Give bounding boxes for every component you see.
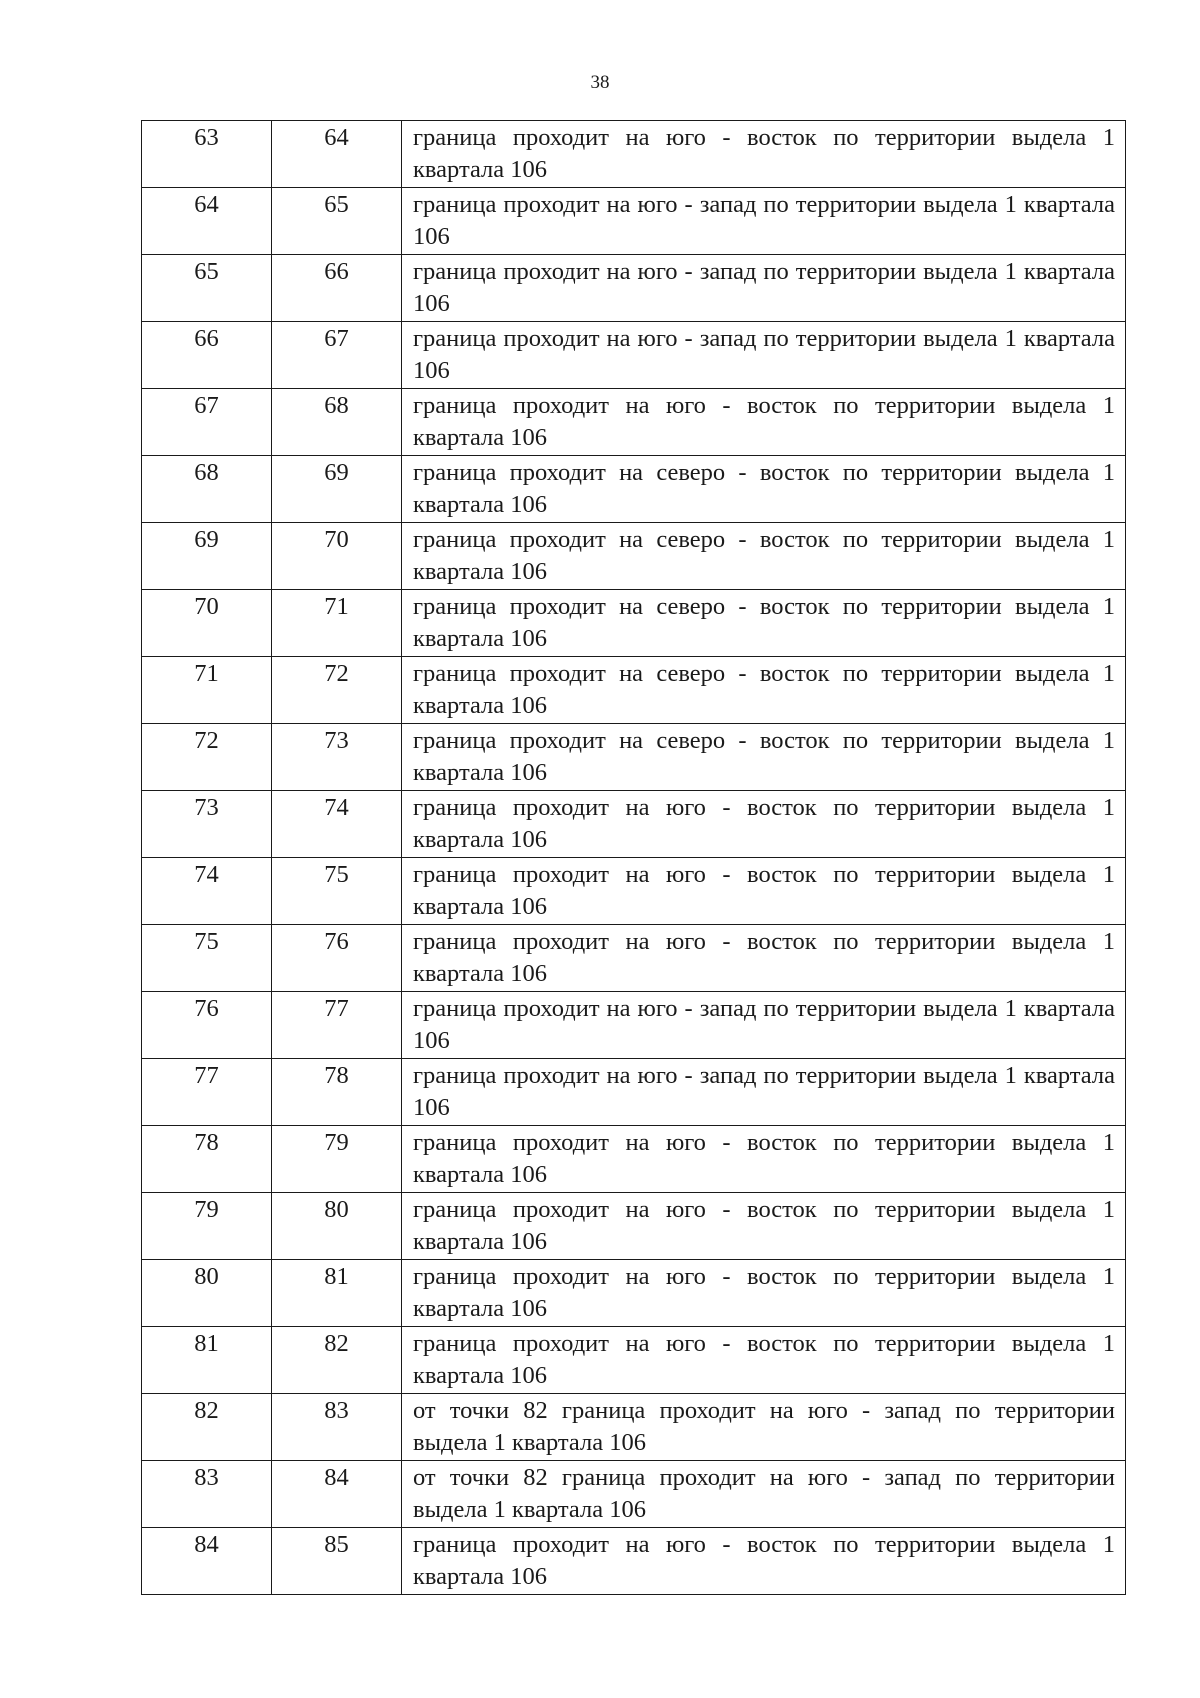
from-point-cell: 79 <box>142 1193 272 1260</box>
from-point-cell: 75 <box>142 925 272 992</box>
from-point-cell: 66 <box>142 322 272 389</box>
from-point-cell: 83 <box>142 1461 272 1528</box>
to-point-cell: 65 <box>272 188 402 255</box>
from-point-cell: 68 <box>142 456 272 523</box>
table-row <box>142 456 1126 523</box>
to-point-cell: 70 <box>272 523 402 590</box>
from-point-cell: 67 <box>142 389 272 456</box>
to-point-cell: 67 <box>272 322 402 389</box>
to-point-cell: 74 <box>272 791 402 858</box>
from-point-cell: 81 <box>142 1327 272 1394</box>
to-point-cell: 76 <box>272 925 402 992</box>
boundary-description-cell: от точки 82 граница проходит на юго - запад по территории выдела 1 квартала 106 <box>402 1394 1126 1461</box>
table-row <box>142 1126 1126 1193</box>
table-row <box>142 1461 1126 1528</box>
from-point-cell: 72 <box>142 724 272 791</box>
table-row <box>142 523 1126 590</box>
table-row <box>142 992 1126 1059</box>
table-row <box>142 1260 1126 1327</box>
to-point-cell: 64 <box>272 121 402 188</box>
to-point-cell: 79 <box>272 1126 402 1193</box>
table-row <box>142 724 1126 791</box>
from-point-cell: 80 <box>142 1260 272 1327</box>
boundary-description-cell: граница проходит на юго - восток по территории выдела 1 квартала 106 <box>402 858 1126 925</box>
to-point-cell: 77 <box>272 992 402 1059</box>
to-point-cell: 71 <box>272 590 402 657</box>
to-point-cell: 80 <box>272 1193 402 1260</box>
boundary-description-cell: граница проходит на северо - восток по территории выдела 1 квартала 106 <box>402 590 1126 657</box>
boundary-description-cell: граница проходит на юго - восток по территории выдела 1 квартала 106 <box>402 1528 1126 1595</box>
boundary-description-cell: граница проходит на юго - восток по территории выдела 1 квартала 106 <box>402 1193 1126 1260</box>
to-point-cell: 84 <box>272 1461 402 1528</box>
to-point-cell: 85 <box>272 1528 402 1595</box>
boundary-description-cell: граница проходит на юго - запад по территории выдела 1 квартала 106 <box>402 992 1126 1059</box>
boundary-description-cell: граница проходит на юго - восток по территории выдела 1 квартала 106 <box>402 389 1126 456</box>
table-row <box>142 1394 1126 1461</box>
boundary-description-cell: граница проходит на юго - восток по территории выдела 1 квартала 106 <box>402 121 1126 188</box>
table-row <box>142 1528 1126 1595</box>
boundary-description-cell: граница проходит на юго - восток по территории выдела 1 квартала 106 <box>402 925 1126 992</box>
to-point-cell: 73 <box>272 724 402 791</box>
from-point-cell: 64 <box>142 188 272 255</box>
table-row <box>142 1059 1126 1126</box>
table-body <box>142 121 1126 1595</box>
from-point-cell: 73 <box>142 791 272 858</box>
to-point-cell: 69 <box>272 456 402 523</box>
boundary-description-cell: граница проходит на юго - запад по территории выдела 1 квартала 106 <box>402 188 1126 255</box>
table-row <box>142 858 1126 925</box>
boundary-description-cell: граница проходит на северо - восток по территории выдела 1 квартала 106 <box>402 724 1126 791</box>
table-row <box>142 255 1126 322</box>
from-point-cell: 82 <box>142 1394 272 1461</box>
table-row <box>142 1193 1126 1260</box>
to-point-cell: 66 <box>272 255 402 322</box>
from-point-cell: 77 <box>142 1059 272 1126</box>
from-point-cell: 74 <box>142 858 272 925</box>
boundary-description-cell: граница проходит на юго - восток по территории выдела 1 квартала 106 <box>402 1126 1126 1193</box>
boundary-description-cell: граница проходит на юго - восток по территории выдела 1 квартала 106 <box>402 791 1126 858</box>
from-point-cell: 84 <box>142 1528 272 1595</box>
boundary-description-cell: граница проходит на северо - восток по территории выдела 1 квартала 106 <box>402 456 1126 523</box>
to-point-cell: 72 <box>272 657 402 724</box>
boundary-description-cell: граница проходит на юго - запад по территории выдела 1 квартала 106 <box>402 255 1126 322</box>
boundary-description-cell: граница проходит на юго - восток по территории выдела 1 квартала 106 <box>402 1327 1126 1394</box>
to-point-cell: 78 <box>272 1059 402 1126</box>
from-point-cell: 70 <box>142 590 272 657</box>
boundary-points-table <box>141 120 1126 1595</box>
table-row <box>142 925 1126 992</box>
boundary-description-cell: от точки 82 граница проходит на юго - запад по территории выдела 1 квартала 106 <box>402 1461 1126 1528</box>
from-point-cell: 78 <box>142 1126 272 1193</box>
to-point-cell: 83 <box>272 1394 402 1461</box>
table-row <box>142 389 1126 456</box>
table-row <box>142 188 1126 255</box>
to-point-cell: 82 <box>272 1327 402 1394</box>
boundary-description-cell: граница проходит на юго - восток по территории выдела 1 квартала 106 <box>402 1260 1126 1327</box>
from-point-cell: 63 <box>142 121 272 188</box>
table-row <box>142 1327 1126 1394</box>
table-row <box>142 590 1126 657</box>
from-point-cell: 71 <box>142 657 272 724</box>
from-point-cell: 76 <box>142 992 272 1059</box>
table-row <box>142 322 1126 389</box>
to-point-cell: 68 <box>272 389 402 456</box>
from-point-cell: 69 <box>142 523 272 590</box>
table-row <box>142 121 1126 188</box>
page-number: 38 <box>590 72 610 93</box>
to-point-cell: 81 <box>272 1260 402 1327</box>
table-row <box>142 791 1126 858</box>
boundary-description-cell: граница проходит на северо - восток по территории выдела 1 квартала 106 <box>402 657 1126 724</box>
table-row <box>142 657 1126 724</box>
to-point-cell: 75 <box>272 858 402 925</box>
boundary-description-cell: граница проходит на юго - запад по территории выдела 1 квартала 106 <box>402 322 1126 389</box>
from-point-cell: 65 <box>142 255 272 322</box>
boundary-description-cell: граница проходит на северо - восток по территории выдела 1 квартала 106 <box>402 523 1126 590</box>
boundary-description-cell: граница проходит на юго - запад по территории выдела 1 квартала 106 <box>402 1059 1126 1126</box>
